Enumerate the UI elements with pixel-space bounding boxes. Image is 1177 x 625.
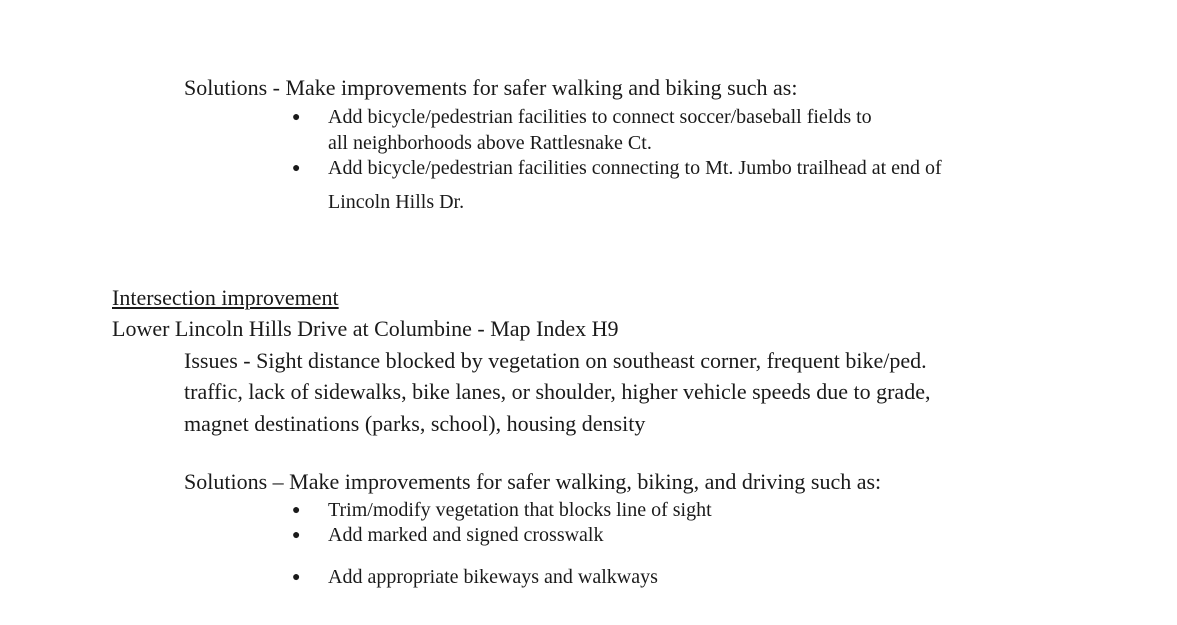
bullet-icon: ● bbox=[292, 570, 301, 585]
issues-line-2: traffic, lack of sidewalks, bike lanes, or shoulder, higher vehicle speeds due to grade, bbox=[184, 379, 931, 404]
bullet-icon: ● bbox=[292, 161, 301, 176]
bullet-icon: ● bbox=[292, 110, 301, 125]
bullet-2-line-1: Add bicycle/pedestrian facilities connecting to Mt. Jumbo trailhead at end of bbox=[328, 157, 942, 179]
solutions-heading-1: Solutions - Make improvements for safer walking and biking such as: bbox=[184, 75, 798, 100]
bullet-1-line-1: Add bicycle/pedestrian facilities to connect soccer/baseball fields to bbox=[328, 106, 872, 128]
solution-bullet-3: Add appropriate bikeways and walkways bbox=[328, 566, 658, 588]
bullet-icon: ● bbox=[292, 503, 301, 518]
solutions-heading-2: Solutions – Make improvements for safer walking, biking, and driving such as: bbox=[184, 469, 882, 494]
bullet-1-line-2: all neighborhoods above Rattlesnake Ct. bbox=[328, 132, 652, 154]
issues-line-3: magnet destinations (parks, school), housing density bbox=[184, 411, 646, 436]
bullet-icon: ● bbox=[292, 528, 301, 543]
solution-bullet-2: Add marked and signed crosswalk bbox=[328, 524, 604, 546]
location-line: Lower Lincoln Hills Drive at Columbine - Map Index H9 bbox=[112, 316, 619, 341]
bullet-2-line-2: Lincoln Hills Dr. bbox=[328, 191, 465, 213]
solution-bullet-1: Trim/modify vegetation that blocks line of sight bbox=[328, 499, 712, 521]
section-heading: Intersection improvement bbox=[112, 285, 339, 310]
issues-line-1: Issues - Sight distance blocked by vegetation on southeast corner, frequent bike/ped. bbox=[184, 348, 927, 373]
